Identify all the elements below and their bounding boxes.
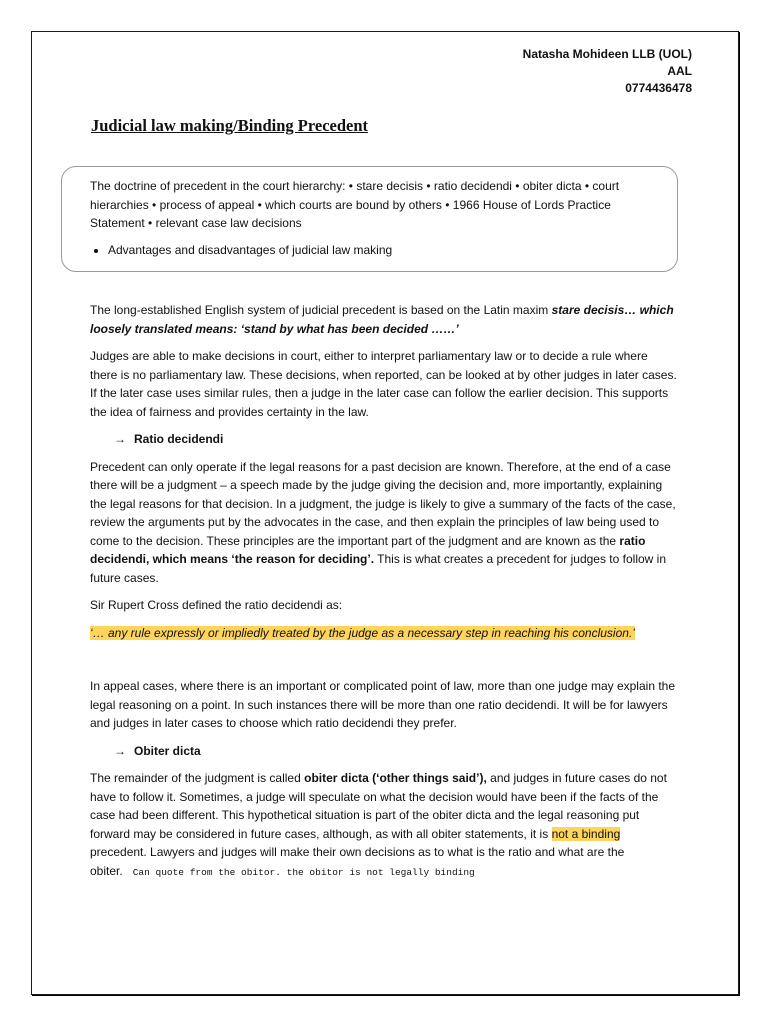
p1-emphasis: stare decisis… which loosely translated means: ‘stand by what has been decided ……’	[90, 303, 674, 336]
handwritten-note: Can quote from the obitor. the obitor is not legally binding	[132, 866, 475, 878]
topics-box	[61, 166, 678, 272]
quote-cross	[90, 624, 678, 643]
author-phone: 0774436478	[625, 81, 692, 95]
paragraph-appeal: In appeal cases, where there is an important or complicated point of law, more than one judge may explain the legal reasoning on a point. In such instances there will be more than one ratio decidendi. It will be for lawyers and judges in later cases to choose which ratio decidendi they prefer.	[90, 679, 676, 730]
topics-intro: The doctrine of precedent in the court hierarchy: • stare decisis • ratio decidendi • obiter dicta • court hierarchies • process of appeal • which courts are bound by others • 1966 House of Lords Practice Statement • relevant case law decisions	[90, 179, 620, 230]
paragraph-ratio	[90, 458, 678, 588]
heading-ratio-label: Ratio decidendi	[134, 432, 224, 446]
quote-text: ‘… any rule expressly or impliedly treated by the judge as a necessary step in reaching his conclusion.’	[90, 625, 635, 640]
heading-obiter-dicta	[114, 742, 678, 761]
p6-text-c: and judges in future cases do not have to follow it. Sometimes, a judge will speculate on what the decision would have been if the facts of the case had been different. This hypothetical situation is part of the obiter dicta and the legal reasoning put forward may be considered in future cases, although, as with all obiter statements, it is	[90, 771, 667, 841]
p1-text: The long-established English system of judicial precedent is based on the Latin maxim	[90, 303, 552, 317]
paragraph-judges: Judges are able to make decisions in court, either to interpret parliamentary law or to decide a rule where there is no parliamentary law. These decisions, when reported, can be looked at by other judges in later cases. If the later case uses similar rules, then a judge in the later case can follow the earlier decision. This supports the idea of fairness and provides certainty in the law.	[90, 349, 677, 419]
arrow-icon: →	[114, 432, 126, 446]
heading-ratio-decidendi	[114, 430, 678, 449]
topics-bullet: • Advantages and disadvantages of judicial law making	[108, 241, 653, 260]
author-name: Natasha Mohideen LLB (UOL)	[522, 47, 692, 61]
author-org: AAL	[667, 64, 692, 78]
p6-text-a: The remainder of the judgment is called	[90, 771, 305, 785]
p6-highlight: not a binding	[551, 826, 621, 841]
heading-obiter-label: Obiter dicta	[134, 743, 201, 758]
paragraph-stare-decisis	[90, 301, 678, 338]
spacer	[90, 651, 678, 677]
paragraph-cross: Sir Rupert Cross defined the ratio decidendi as:	[90, 598, 343, 612]
arrow-icon: →	[114, 743, 126, 758]
p6-text-d: precedent. Lawyers and judges will make their own decisions as to what is the ratio and what are the obiter.	[90, 845, 625, 878]
document-body	[90, 301, 678, 891]
p6-bold: obiter dicta (‘other things said’),	[304, 771, 487, 785]
topics-list	[90, 241, 653, 260]
paragraph-obiter	[90, 769, 678, 882]
p3-text-a: Precedent can only operate if the legal reasons for a past decision are known. Therefore, at the end of a case there will be a judgment – a speech made by the judge giving the decision and, more importantly, explaining the legal reasons for that decision. In a judgment, the judge is likely to give a summary of the facts of the case, review the arguments put by the advocates in the case, and then explain the principles of law being used to come to the decision. These principles are the important part of the judgment and are known as the	[90, 459, 676, 548]
p3-text-c: This is what creates a precedent for judges to follow in future cases.	[90, 552, 666, 585]
p3-bold: ratio decidendi, which means ‘the reason for deciding’.	[90, 533, 646, 566]
author-header	[523, 46, 692, 97]
page-title: Judicial law making/Binding Precedent	[91, 116, 369, 135]
